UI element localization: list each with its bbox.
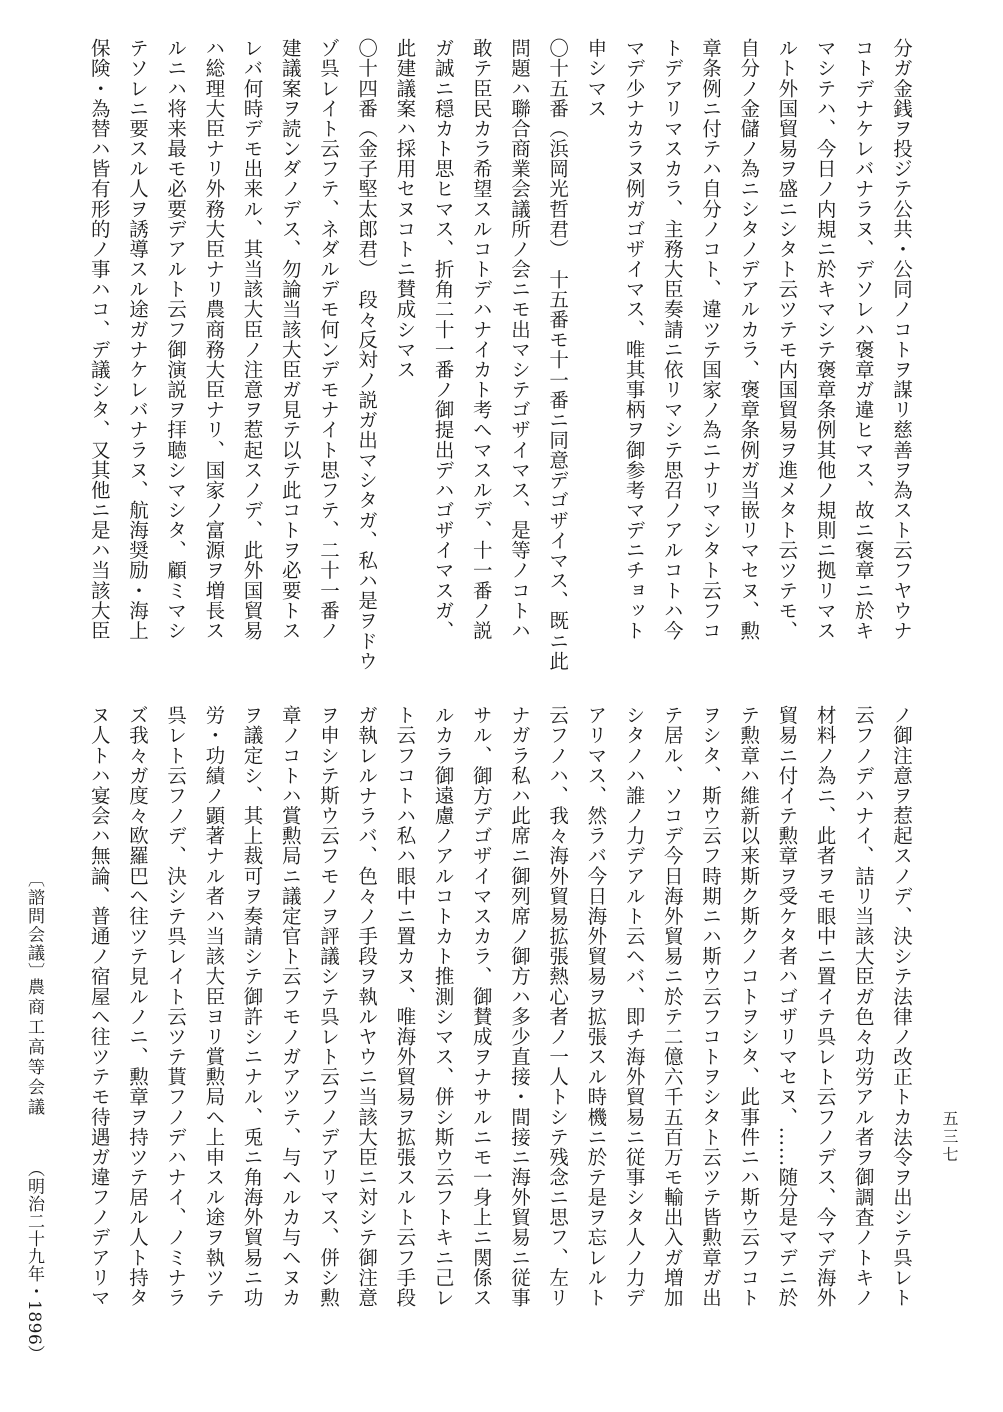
text-column: ズ我々ガ度々欧羅巴ヘ往ツテ見ルノニ、勲章ヲ持ツテ居ル人ト持タ: [125, 705, 149, 1308]
text-column: ヌ人トハ宴会ハ無論、普通ノ宿屋ヘ往ツテモ待遇ガ違フノデアリマ: [87, 705, 111, 1308]
text-column: 〇十四番（金子堅太郎君） 段々反対ノ説ガ出マシタガ、私ハ是ヲドウ: [355, 38, 379, 671]
text-column: 章条例ニ付テハ自分ノコト、違ツテ国家ノ為ニナリマシタト云フコ: [698, 38, 722, 641]
text-column: ゾ呉レイト云フテ、ネダルデモ何ンデモナイト思フテ、二十一番ノ: [316, 38, 340, 641]
text-column: テ居ル、ソコデ今日海外貿易ニ於テ二億六千五百万モ輸出入ガ増加: [660, 705, 684, 1308]
text-column: アリマス、然ラバ今日海外貿易ヲ拡張スル時機ニ於テ是ヲ忘レルト: [584, 705, 608, 1308]
text-column: ルト外国貿易ヲ盛ニシタト云ツテモ内国貿易ヲ進メタト云ツテモ、: [775, 38, 799, 641]
text-column: 分ガ金銭ヲ投ジテ公共・公同ノコトヲ謀リ慈善ヲ為スト云フヤウナ: [890, 38, 913, 641]
text-column: 自分ノ金儲ノ為ニシタノデアルカラ、褒章条例ガ当嵌リマセヌ、勲: [737, 38, 761, 641]
text-column: 貿易ニ付イテ勲章ヲ受ケタ者ハゴザリマセヌ、……随分是マデニ於: [775, 705, 799, 1308]
text-column: ルニハ将来最モ必要デアルト云フ御演説ヲ拝聴シマシタ、顧ミマシ: [164, 38, 188, 641]
document-date: （明治二十九年・1896）: [24, 1160, 44, 1363]
text-column: ノ御注意ヲ惹起スノデ、決シテ法律ノ改正トカ法令ヲ出シテ呉レト: [890, 705, 913, 1308]
text-column: 云フノハ、我々海外貿易拡張熱心者ノ一人トシテ残念ニ思フ、左リ: [546, 705, 570, 1308]
text-column: テソレニ要スル人ヲ誘導スル途ガナケレバナラヌ、航海奨励・海上: [125, 38, 149, 641]
text-column: 此建議案ハ採用セヌコトニ賛成シマス: [393, 38, 417, 380]
text-column: ガ誠ニ穏カト思ヒマス、折角二十一番ノ御提出デハゴザイマスガ、: [431, 38, 455, 641]
lower-text-block: [80, 705, 920, 1307]
upper-text-block: [80, 38, 920, 671]
text-column: 云フノデハナイ、詰リ当該大臣ガ色々功労アル者ヲ御調査ノトキノ: [851, 705, 875, 1308]
text-column: 材料ノ為ニ、此者ヲモ眼中ニ置イテ呉レト云フノデス、今マデ海外: [813, 705, 837, 1308]
text-column: 申シマス: [584, 38, 608, 119]
text-column: シタノハ誰ノ力デアルト云ヘバ、即チ海外貿易ニ従事シタ人ノ力デ: [622, 705, 646, 1308]
text-column: ナガラ私ハ此席ニ御列席ノ御方ハ多少直接・間接ニ海外貿易ニ従事: [507, 705, 531, 1308]
text-column: テ勲章ハ維新以来斯ク斯クノコトヲシタ、此事件ニハ斯ウ云フコト: [737, 705, 761, 1308]
text-column: 建議案ヲ読ンダノデス、勿論当該大臣ガ見テ以テ此コトヲ必要トス: [278, 38, 302, 641]
text-column: マシテハ、今日ノ内規ニ於キマシテ褒章条例其他ノ規則ニ拠リマス: [813, 38, 837, 641]
text-column: ハ総理大臣ナリ外務大臣ナリ農商務大臣ナリ、国家ノ富源ヲ増長ス: [202, 38, 226, 641]
text-column: サル、御方デゴザイマスカラ、御賛成ヲナサルニモ一身上ニ関係ス: [469, 705, 493, 1308]
text-column: 労・功績ノ顕著ナル者ハ当該大臣ヨリ賞勲局ヘ上申スル途ヲ執ツテ: [202, 705, 226, 1308]
text-column: ヲ申シテ斯ウ云フモノヲ評議シテ呉レト云フノデアリマス、併シ勲: [316, 705, 340, 1308]
text-column: ト云フコトハ私ハ眼中ニ置カヌ、唯海外貿易ヲ拡張スルト云フ手段: [393, 705, 417, 1308]
text-column: ヲシタ、斯ウ云フ時期ニハ斯ウ云フコトヲシタト云ツテ皆勲章ガ出: [698, 705, 722, 1308]
text-column: 呉レト云フノデ、決シテ呉レイト云ツテ貰フノデハナイ、ノミナラ: [164, 705, 188, 1308]
document-title: 農商工高等会議: [24, 978, 44, 1118]
text-column: ルカラ御遠慮ノアルコトカト推測シマス、併シ斯ウ云フトキニ己レ: [431, 705, 455, 1308]
text-column: トデアリマスカラ、主務大臣奏請ニ依リマシテ思召ノアルコトハ今: [660, 38, 684, 641]
text-column: 保険・為替ハ皆有形的ノ事ハコ、デ議シタ、又其他ニ是ハ当該大臣: [87, 38, 111, 641]
text-column: 敢テ臣民カラ希望スルコトデハナイカト考ヘマスルデ、十一番ノ説: [469, 38, 493, 641]
text-column: ヲ議定シ、其上裁可ヲ奏請シテ御許シニナル、兎ニ角海外貿易ニ功: [240, 705, 264, 1308]
text-column: レバ何時デモ出来ル、其当該大臣ノ注意ヲ惹起スノデ、此外国貿易: [240, 38, 264, 641]
text-column: 〇十五番（浜岡光哲君） 十五番モ十一番ニ同意デゴザイマス、既ニ此: [546, 38, 570, 671]
section-header: 〔諮問会議〕: [24, 870, 44, 981]
text-column: 章ノコトハ賞勲局ニ議定官ト云フモノガアツテ、与ヘルカ与ヘヌカ: [278, 705, 302, 1308]
text-column: コトデナケレバナラヌ、デソレハ褒章ガ違ヒマス、故ニ褒章ニ於キ: [851, 38, 875, 641]
text-column: マデ少ナカラヌ例ガゴザイマス、唯其事柄ヲ御参考マデニチョット: [622, 38, 646, 641]
page-number: 五三七: [940, 1110, 959, 1164]
text-column: 問題ハ聯合商業会議所ノ会ニモ出マシテゴザイマス、是等ノコトハ: [507, 38, 531, 641]
text-column: ガ執レルナラバ、色々ノ手段ヲ執ルヤウニ当該大臣ニ対シテ御注意: [355, 705, 379, 1308]
